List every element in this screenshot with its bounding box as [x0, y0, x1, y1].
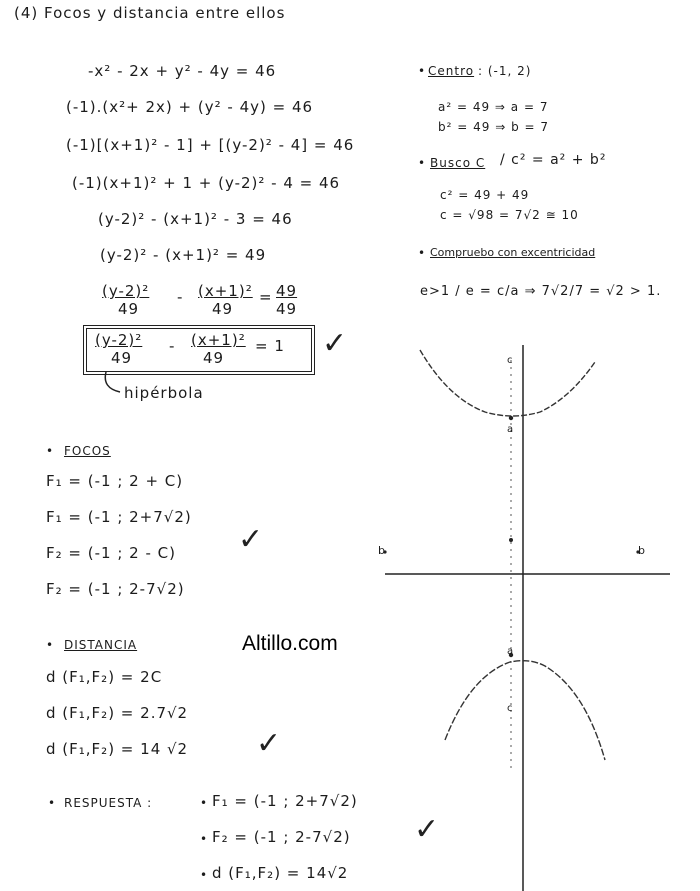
graph-label-a: a [507, 424, 515, 435]
respuesta-title: RESPUESTA : [64, 796, 153, 810]
respuesta-line: F₂ = (-1 ; 2-7√2) [212, 828, 351, 846]
fraction-operator: - [177, 288, 184, 306]
watermark: Altillo.com [242, 632, 338, 655]
check-mark: ✓ [414, 812, 440, 847]
check-mark: ✓ [322, 326, 348, 361]
busco-formula: / c² = a² + b² [500, 152, 607, 168]
step-line: (-1).(x²+ 2x) + (y² - 4y) = 46 [66, 98, 314, 116]
bullet: • [46, 444, 55, 458]
graph-label-b: b [378, 544, 386, 557]
boxed-numerator: (y-2)² [95, 331, 143, 349]
fraction-numerator: (y-2)² [102, 282, 150, 300]
busco-label: Busco C [430, 156, 486, 170]
boxed-denominator: 49 [111, 349, 133, 367]
step-line: -x² - 2x + y² - 4y = 46 [88, 62, 277, 80]
fraction-denominator: 49 [212, 300, 234, 318]
step-line: (-1)[(x+1)² - 1] + [(y-2)² - 4] = 46 [66, 136, 355, 154]
lower-branch [445, 661, 605, 760]
center-point [509, 538, 513, 542]
respuesta-line: d (F₁,F₂) = 14√2 [212, 864, 349, 882]
c2-line: c² = 49 + 49 [440, 188, 530, 202]
fraction-denominator: 49 [118, 300, 140, 318]
boxed-operator: - [169, 337, 176, 355]
distancia-line: d (F₁,F₂) = 2.7√2 [46, 704, 189, 722]
check-mark: ✓ [238, 522, 264, 557]
hiperbola-label: hipérbola [124, 384, 204, 402]
focos-title: FOCOS [64, 444, 111, 458]
b-line: b² = 49 ⇒ b = 7 [438, 120, 549, 134]
distancia-line: d (F₁,F₂) = 2C [46, 668, 163, 686]
focos-line: F₂ = (-1 ; 2 - C) [46, 544, 176, 562]
exercise-title: (4) Focos y distancia entre ellos [14, 4, 286, 22]
fraction-numerator: (x+1)² [198, 282, 253, 300]
fraction-denominator: 49 [276, 300, 298, 318]
focos-line: F₁ = (-1 ; 2+7√2) [46, 508, 192, 526]
step-line: (y-2)² - (x+1)² - 3 = 46 [98, 210, 293, 228]
graph-label-a: a [507, 646, 515, 657]
graph-label-b: b [638, 544, 646, 557]
compruebo-label: Compruebo con excentricidad [430, 246, 596, 259]
bullet: • [418, 64, 427, 78]
exc-line: e>1 / e = c/a ⇒ 7√2/7 = √2 > 1. [420, 284, 662, 299]
bullet: • [418, 156, 427, 170]
c-line: c = √98 = 7√2 ≅ 10 [440, 208, 579, 222]
boxed-rhs: = 1 [255, 337, 285, 355]
centro-value: : (-1, 2) [478, 64, 532, 78]
distancia-line: d (F₁,F₂) = 14 √2 [46, 740, 189, 758]
check-mark: ✓ [256, 726, 282, 761]
bullet: • [200, 868, 209, 882]
fraction-numerator: 49 [276, 282, 298, 300]
bullet: • [46, 638, 55, 652]
focos-line: F₁ = (-1 ; 2 + C) [46, 472, 184, 490]
respuesta-line: F₁ = (-1 ; 2+7√2) [212, 792, 358, 810]
step-line: (-1)(x+1)² + 1 + (y-2)² - 4 = 46 [72, 174, 341, 192]
graph-label-c: c [507, 703, 514, 714]
step-line: (y-2)² - (x+1)² = 49 [100, 246, 267, 264]
graph-label-c: c [507, 355, 514, 366]
focos-line: F₂ = (-1 ; 2-7√2) [46, 580, 185, 598]
boxed-numerator: (x+1)² [191, 331, 246, 349]
boxed-denominator: 49 [203, 349, 225, 367]
bullet: • [48, 796, 57, 810]
centro-label: Centro [428, 64, 475, 78]
bullet: • [200, 796, 209, 810]
fraction-equals: = [259, 288, 273, 306]
bullet: • [200, 832, 209, 846]
vertex-point [509, 416, 513, 420]
bullet: • [418, 246, 427, 260]
distancia-title: DISTANCIA [64, 638, 138, 652]
a-line: a² = 49 ⇒ a = 7 [438, 100, 549, 114]
